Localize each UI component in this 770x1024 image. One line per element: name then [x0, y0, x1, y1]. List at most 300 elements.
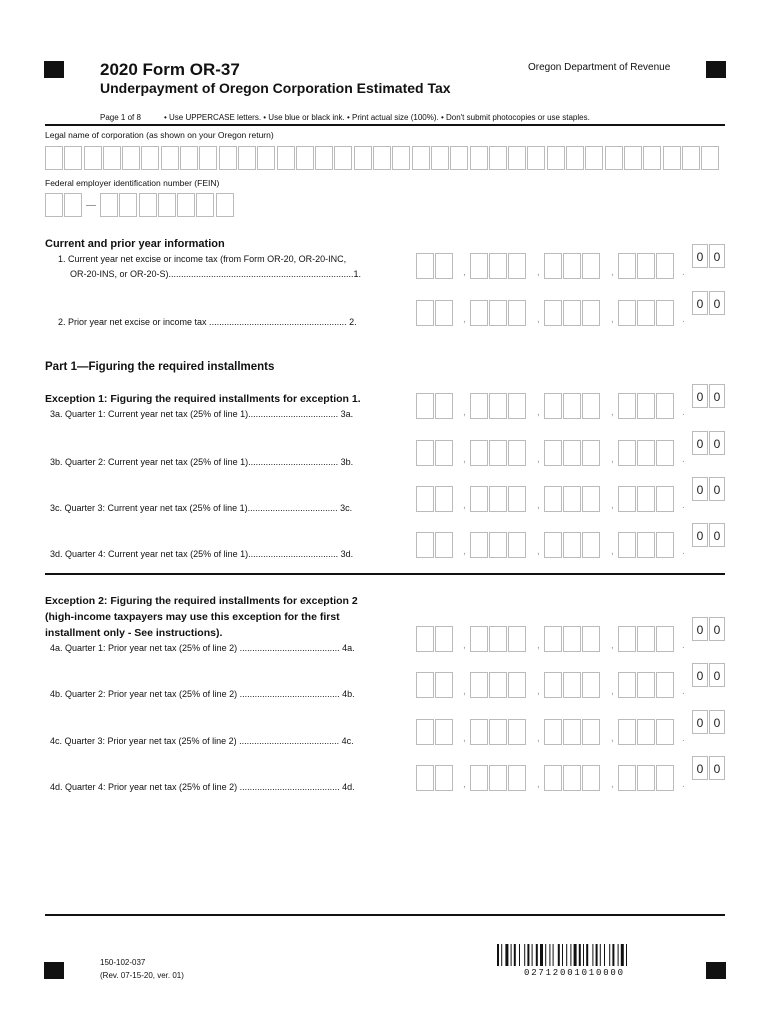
character-box[interactable]	[141, 146, 159, 170]
digit-group[interactable]	[544, 719, 602, 745]
digit-box[interactable]	[637, 672, 655, 698]
digit-box[interactable]	[435, 486, 453, 512]
digit-box[interactable]	[618, 253, 636, 279]
decimal-separator: .	[682, 267, 685, 278]
digit-box[interactable]	[618, 719, 636, 745]
exception2-heading-line1: Exception 2: Figuring the required installments for exception 2	[45, 595, 358, 607]
digit-box[interactable]	[563, 300, 581, 326]
digit-box[interactable]	[489, 440, 507, 466]
digit-box[interactable]	[544, 626, 562, 652]
line-3c-amount[interactable]	[416, 483, 726, 512]
barcode	[497, 944, 669, 970]
digit-box[interactable]	[470, 532, 488, 558]
cents-digit: 0	[692, 523, 708, 547]
digit-box[interactable]	[618, 486, 636, 512]
character-box[interactable]	[354, 146, 372, 170]
digit-box[interactable]	[435, 440, 453, 466]
character-box[interactable]	[663, 146, 681, 170]
thousands-separator: ,	[463, 779, 466, 790]
character-box[interactable]	[334, 146, 352, 170]
digit-box[interactable]	[508, 393, 526, 419]
character-box[interactable]	[373, 146, 391, 170]
character-box[interactable]	[527, 146, 545, 170]
cents-digit: 0	[709, 756, 725, 780]
character-box[interactable]	[624, 146, 642, 170]
character-box[interactable]	[701, 146, 719, 170]
barcode-bar	[618, 944, 619, 966]
digit-box[interactable]	[508, 626, 526, 652]
cents-boxes	[692, 291, 726, 315]
barcode-number: 02712001010000	[524, 968, 625, 978]
digit-box[interactable]	[416, 719, 434, 745]
barcode-bar	[604, 944, 605, 966]
digit-box[interactable]	[489, 300, 507, 326]
digit-box[interactable]	[508, 486, 526, 512]
barcode-bar	[558, 944, 560, 966]
digit-box[interactable]	[435, 300, 453, 326]
digit-box[interactable]	[470, 393, 488, 419]
digit-box[interactable]	[489, 719, 507, 745]
digit-box[interactable]	[489, 672, 507, 698]
cents-digit: 0	[709, 384, 725, 408]
barcode-bar	[570, 944, 571, 966]
thousands-separator: ,	[611, 500, 614, 511]
thousands-separator: ,	[463, 454, 466, 465]
thousands-separator: ,	[463, 500, 466, 511]
digit-box[interactable]	[435, 393, 453, 419]
digit-box[interactable]	[489, 486, 507, 512]
fein-label: Federal employer identification number (FEIN)	[45, 178, 220, 188]
digit-box[interactable]	[489, 253, 507, 279]
thousands-separator: ,	[537, 686, 540, 697]
character-box[interactable]	[412, 146, 430, 170]
thousands-separator: ,	[463, 314, 466, 325]
digit-box[interactable]	[435, 532, 453, 558]
digit-group[interactable]	[618, 765, 676, 791]
line-3b-label: 3b. Quarter 2: Current year net tax (25% of line 1).................................... 3b.	[50, 457, 354, 467]
digit-box[interactable]	[618, 300, 636, 326]
cents-boxes	[692, 710, 726, 734]
decimal-separator: .	[682, 407, 685, 418]
digit-box[interactable]	[470, 672, 488, 698]
character-box[interactable]	[216, 193, 234, 217]
digit-box[interactable]	[544, 440, 562, 466]
digit-group[interactable]	[470, 672, 528, 698]
digit-group[interactable]	[470, 719, 528, 745]
line-2-amount[interactable]	[416, 297, 726, 326]
digit-group[interactable]	[416, 626, 454, 652]
exception1-heading: Exception 1: Figuring the required installments for exception 1.	[45, 393, 361, 405]
digit-box[interactable]	[435, 672, 453, 698]
digit-box[interactable]	[544, 672, 562, 698]
digit-box[interactable]	[416, 532, 434, 558]
cents-digit: 0	[709, 291, 725, 315]
exception-divider	[45, 573, 725, 575]
digit-box[interactable]	[416, 300, 434, 326]
digit-box[interactable]	[618, 672, 636, 698]
line-3c-label: 3c. Quarter 3: Current year net tax (25% of line 1).................................... 3c.	[50, 503, 353, 513]
digit-box[interactable]	[563, 672, 581, 698]
fein-field-suffix[interactable]	[100, 193, 235, 217]
barcode-bar	[592, 944, 593, 966]
digit-box[interactable]	[416, 393, 434, 419]
digit-box[interactable]	[508, 532, 526, 558]
digit-group[interactable]	[416, 253, 454, 279]
cents-digit: 0	[709, 523, 725, 547]
digit-box[interactable]	[582, 440, 600, 466]
digit-box[interactable]	[544, 486, 562, 512]
digit-box[interactable]	[618, 440, 636, 466]
barcode-bar	[566, 944, 567, 966]
decimal-separator: .	[682, 546, 685, 557]
digit-box[interactable]	[435, 626, 453, 652]
cents-digit: 0	[709, 617, 725, 641]
cents-boxes	[692, 384, 726, 408]
digit-box[interactable]	[544, 765, 562, 791]
registration-mark-bottom-right	[706, 962, 726, 979]
digit-group[interactable]	[470, 486, 528, 512]
form-instructions: • Use UPPERCASE letters. • Use blue or black ink. • Print actual size (100%). • Don't submit photocopies or use staples.	[164, 113, 590, 122]
digit-group[interactable]	[470, 253, 528, 279]
digit-group[interactable]	[544, 765, 602, 791]
character-box[interactable]	[392, 146, 410, 170]
digit-box[interactable]	[656, 253, 674, 279]
character-box[interactable]	[585, 146, 603, 170]
digit-box[interactable]	[508, 719, 526, 745]
cents-digit: 0	[692, 244, 708, 268]
cents-digit: 0	[692, 617, 708, 641]
character-box[interactable]	[45, 146, 63, 170]
digit-group[interactable]	[618, 672, 676, 698]
digit-box[interactable]	[618, 626, 636, 652]
barcode-bar	[612, 944, 614, 966]
barcode-bar	[621, 944, 624, 966]
digit-box[interactable]	[637, 253, 655, 279]
thousands-separator: ,	[463, 407, 466, 418]
character-box[interactable]	[296, 146, 314, 170]
digit-box[interactable]	[416, 253, 434, 279]
fein-dash	[86, 205, 96, 206]
character-box[interactable]	[100, 193, 118, 217]
digit-group[interactable]	[618, 486, 676, 512]
digit-box[interactable]	[637, 440, 655, 466]
line-4b-amount[interactable]	[416, 669, 726, 698]
character-box[interactable]	[64, 193, 82, 217]
digit-group[interactable]	[618, 300, 676, 326]
digit-group[interactable]	[416, 532, 454, 558]
character-box[interactable]	[196, 193, 214, 217]
line-3d-amount[interactable]	[416, 529, 726, 558]
cents-digit: 0	[709, 663, 725, 687]
cents-digit: 0	[692, 291, 708, 315]
character-box[interactable]	[64, 146, 82, 170]
digit-group[interactable]	[470, 393, 528, 419]
digit-group[interactable]	[470, 532, 528, 558]
footer-divider	[45, 914, 725, 916]
digit-box[interactable]	[656, 672, 674, 698]
character-box[interactable]	[431, 146, 449, 170]
line-3a-amount[interactable]	[416, 390, 726, 419]
digit-box[interactable]	[508, 672, 526, 698]
thousands-separator: ,	[537, 546, 540, 557]
barcode-bar	[574, 944, 577, 966]
registration-mark-bottom-left	[44, 962, 64, 979]
digit-box[interactable]	[544, 393, 562, 419]
barcode-bar	[600, 944, 601, 966]
digit-group[interactable]	[544, 486, 602, 512]
digit-box[interactable]	[637, 765, 655, 791]
digit-box[interactable]	[582, 672, 600, 698]
digit-group[interactable]	[618, 626, 676, 652]
barcode-bar	[536, 944, 538, 966]
digit-group[interactable]	[544, 626, 602, 652]
digit-box[interactable]	[656, 486, 674, 512]
cents-digit: 0	[709, 431, 725, 455]
digit-box[interactable]	[582, 765, 600, 791]
digit-box[interactable]	[582, 253, 600, 279]
thousands-separator: ,	[611, 407, 614, 418]
cents-boxes	[692, 617, 726, 641]
page-info: Page 1 of 8	[100, 113, 141, 122]
digit-box[interactable]	[508, 440, 526, 466]
digit-box[interactable]	[508, 765, 526, 791]
digit-group[interactable]	[618, 532, 676, 558]
digit-box[interactable]	[637, 300, 655, 326]
character-box[interactable]	[122, 146, 140, 170]
digit-group[interactable]	[544, 393, 602, 419]
character-box[interactable]	[277, 146, 295, 170]
character-box[interactable]	[566, 146, 584, 170]
thousands-separator: ,	[537, 640, 540, 651]
character-box[interactable]	[103, 146, 121, 170]
digit-box[interactable]	[637, 719, 655, 745]
line-4d-amount[interactable]	[416, 762, 726, 791]
digit-box[interactable]	[416, 765, 434, 791]
form-title: 2020 Form OR-37	[100, 60, 240, 79]
digit-group[interactable]	[544, 440, 602, 466]
barcode-bar	[511, 944, 512, 966]
digit-box[interactable]	[544, 300, 562, 326]
character-box[interactable]	[238, 146, 256, 170]
thousands-separator: ,	[463, 546, 466, 557]
character-box[interactable]	[489, 146, 507, 170]
digit-group[interactable]	[544, 253, 602, 279]
digit-group[interactable]	[470, 440, 528, 466]
character-box[interactable]	[158, 193, 176, 217]
digit-group[interactable]	[618, 253, 676, 279]
character-box[interactable]	[84, 146, 102, 170]
digit-box[interactable]	[563, 253, 581, 279]
fein-field-prefix[interactable]	[45, 193, 84, 217]
digit-group[interactable]	[416, 440, 454, 466]
digit-box[interactable]	[416, 440, 434, 466]
department-name: Oregon Department of Revenue	[528, 62, 671, 73]
digit-group[interactable]	[544, 672, 602, 698]
digit-group[interactable]	[470, 626, 528, 652]
cents-digit: 0	[692, 384, 708, 408]
decimal-separator: .	[682, 779, 685, 790]
digit-box[interactable]	[470, 300, 488, 326]
cents-boxes	[692, 431, 726, 455]
character-box[interactable]	[199, 146, 217, 170]
barcode-bar	[553, 944, 554, 966]
line-4c-label: 4c. Quarter 3: Prior year net tax (25% of line 2) ........................................ 4c.	[50, 736, 354, 746]
character-box[interactable]	[470, 146, 488, 170]
digit-box[interactable]	[656, 300, 674, 326]
barcode-bar	[586, 944, 588, 966]
digit-box[interactable]	[470, 765, 488, 791]
digit-group[interactable]	[416, 486, 454, 512]
character-box[interactable]	[177, 193, 195, 217]
line-4c-amount[interactable]	[416, 716, 726, 745]
digit-box[interactable]	[618, 393, 636, 419]
digit-group[interactable]	[618, 393, 676, 419]
digit-box[interactable]	[416, 626, 434, 652]
digit-box[interactable]	[618, 532, 636, 558]
cents-digit: 0	[692, 431, 708, 455]
digit-box[interactable]	[637, 393, 655, 419]
digit-group[interactable]	[416, 393, 454, 419]
line-4d-label: 4d. Quarter 4: Prior year net tax (25% of line 2) ........................................ 4d.	[50, 782, 355, 792]
character-box[interactable]	[450, 146, 468, 170]
digit-box[interactable]	[637, 626, 655, 652]
digit-box[interactable]	[470, 253, 488, 279]
barcode-bar	[497, 944, 499, 966]
digit-box[interactable]	[582, 486, 600, 512]
legal-name-field[interactable]	[45, 146, 720, 170]
decimal-separator: .	[682, 640, 685, 651]
digit-box[interactable]	[470, 486, 488, 512]
line-3d-label: 3d. Quarter 4: Current year net tax (25% of line 1).................................... 3d.	[50, 549, 354, 559]
digit-group[interactable]	[470, 765, 528, 791]
digit-box[interactable]	[470, 719, 488, 745]
exception2-heading-line2: (high-income taxpayers may use this exception for the first	[45, 611, 340, 623]
character-box[interactable]	[180, 146, 198, 170]
line-3b-amount[interactable]	[416, 437, 726, 466]
line-4a-amount[interactable]	[416, 623, 726, 652]
digit-box[interactable]	[656, 393, 674, 419]
digit-box[interactable]	[489, 393, 507, 419]
digit-box[interactable]	[563, 719, 581, 745]
character-box[interactable]	[643, 146, 661, 170]
character-box[interactable]	[508, 146, 526, 170]
digit-box[interactable]	[656, 440, 674, 466]
character-box[interactable]	[547, 146, 565, 170]
character-box[interactable]	[45, 193, 63, 217]
part1-heading: Part 1—Figuring the required installments	[45, 361, 275, 373]
digit-box[interactable]	[582, 719, 600, 745]
digit-group[interactable]	[470, 300, 528, 326]
digit-box[interactable]	[508, 300, 526, 326]
digit-group[interactable]	[416, 672, 454, 698]
digit-box[interactable]	[563, 440, 581, 466]
line-1-amount[interactable]	[416, 250, 726, 279]
digit-box[interactable]	[416, 672, 434, 698]
digit-box[interactable]	[544, 719, 562, 745]
digit-box[interactable]	[563, 765, 581, 791]
digit-box[interactable]	[544, 253, 562, 279]
exception2-heading-line3: installment only - See instructions).	[45, 627, 223, 639]
character-box[interactable]	[161, 146, 179, 170]
digit-group[interactable]	[618, 440, 676, 466]
digit-box[interactable]	[563, 393, 581, 419]
character-box[interactable]	[139, 193, 157, 217]
digit-group[interactable]	[618, 719, 676, 745]
digit-group[interactable]	[416, 765, 454, 791]
decimal-separator: .	[682, 500, 685, 511]
digit-box[interactable]	[637, 486, 655, 512]
digit-box[interactable]	[582, 532, 600, 558]
digit-box[interactable]	[563, 486, 581, 512]
digit-box[interactable]	[656, 626, 674, 652]
thousands-separator: ,	[537, 314, 540, 325]
character-box[interactable]	[119, 193, 137, 217]
character-box[interactable]	[315, 146, 333, 170]
digit-box[interactable]	[489, 626, 507, 652]
digit-box[interactable]	[435, 253, 453, 279]
character-box[interactable]	[257, 146, 275, 170]
decimal-separator: .	[682, 314, 685, 325]
current-prior-heading: Current and prior year information	[45, 238, 225, 250]
digit-box[interactable]	[656, 765, 674, 791]
character-box[interactable]	[682, 146, 700, 170]
barcode-bar	[524, 944, 525, 966]
digit-box[interactable]	[470, 626, 488, 652]
digit-box[interactable]	[508, 253, 526, 279]
thousands-separator: ,	[463, 267, 466, 278]
form-footer	[100, 956, 184, 982]
digit-group[interactable]	[544, 532, 602, 558]
digit-box[interactable]	[618, 765, 636, 791]
barcode-bar	[540, 944, 543, 966]
thousands-separator: ,	[537, 454, 540, 465]
thousands-separator: ,	[611, 267, 614, 278]
digit-box[interactable]	[435, 765, 453, 791]
digit-box[interactable]	[470, 440, 488, 466]
thousands-separator: ,	[611, 779, 614, 790]
digit-group[interactable]	[416, 300, 454, 326]
thousands-separator: ,	[463, 733, 466, 744]
digit-box[interactable]	[637, 532, 655, 558]
digit-group[interactable]	[544, 300, 602, 326]
digit-box[interactable]	[582, 393, 600, 419]
barcode-bar	[501, 944, 502, 966]
digit-box[interactable]	[582, 626, 600, 652]
digit-box[interactable]	[416, 486, 434, 512]
line-4b-label: 4b. Quarter 2: Prior year net tax (25% of line 2) ........................................ 4b.	[50, 689, 355, 699]
digit-box[interactable]	[563, 532, 581, 558]
cents-digit: 0	[692, 663, 708, 687]
digit-box[interactable]	[563, 626, 581, 652]
barcode-bar	[527, 944, 529, 966]
thousands-separator: ,	[463, 640, 466, 651]
barcode-bar	[514, 944, 516, 966]
digit-box[interactable]	[435, 719, 453, 745]
digit-box[interactable]	[582, 300, 600, 326]
registration-mark-top-right	[706, 61, 726, 78]
digit-box[interactable]	[489, 765, 507, 791]
digit-group[interactable]	[416, 719, 454, 745]
digit-box[interactable]	[656, 719, 674, 745]
character-box[interactable]	[219, 146, 237, 170]
character-box[interactable]	[605, 146, 623, 170]
digit-box[interactable]	[544, 532, 562, 558]
cents-boxes	[692, 756, 726, 780]
digit-box[interactable]	[489, 532, 507, 558]
barcode-bar	[532, 944, 533, 966]
cents-digit: 0	[709, 710, 725, 734]
digit-box[interactable]	[656, 532, 674, 558]
